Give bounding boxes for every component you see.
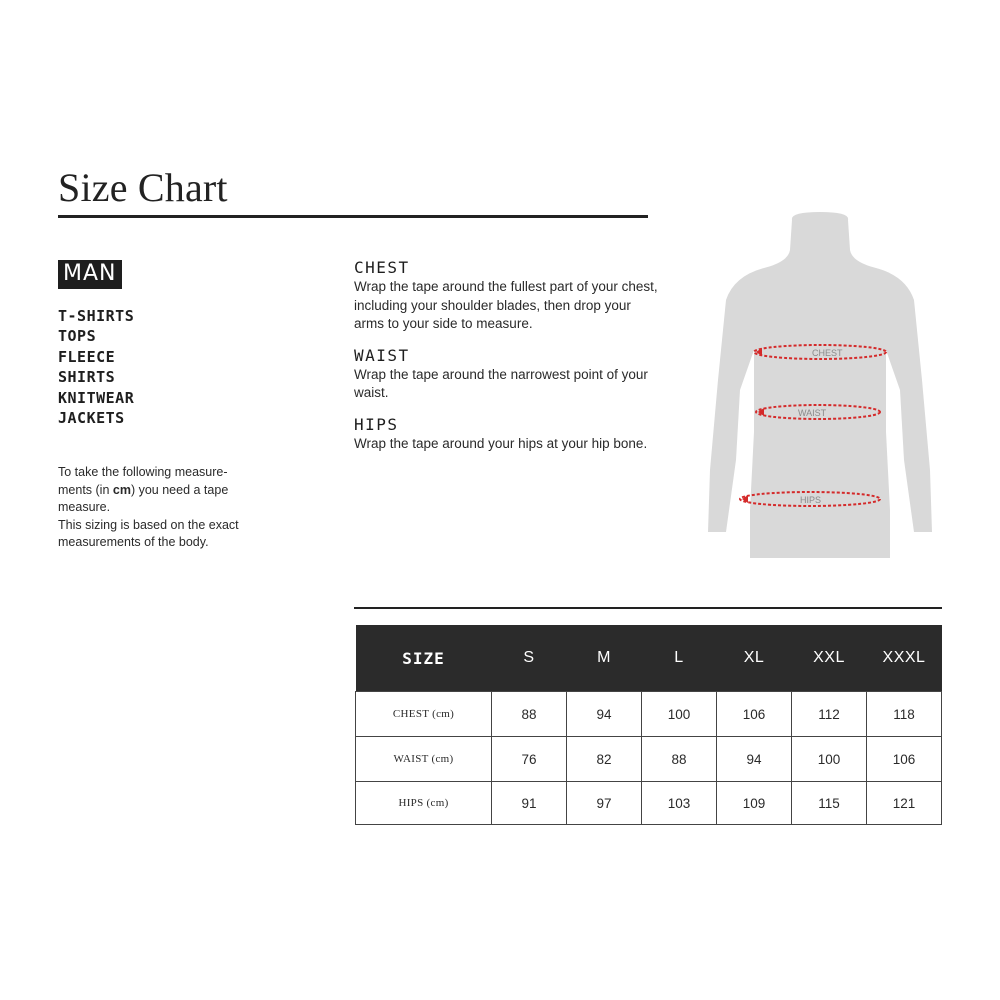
category-item: T-SHIRTS — [58, 307, 135, 325]
intro-line — [58, 482, 268, 500]
measurement-intro — [58, 464, 268, 552]
table-cell: 121 — [867, 782, 942, 825]
row-label: HIPS (cm) — [356, 782, 492, 825]
waist-tape-label: WAIST — [798, 408, 827, 418]
table-cell: 94 — [717, 737, 792, 782]
size-table — [355, 625, 942, 825]
table-header-cell: L — [642, 625, 717, 692]
intro-unit: cm — [112, 482, 131, 497]
table-cell: 106 — [717, 692, 792, 737]
guide-heading: HIPS — [354, 414, 399, 434]
table-cell: 91 — [492, 782, 567, 825]
table-row — [356, 737, 942, 782]
table-cell: 88 — [492, 692, 567, 737]
table-header-cell: SIZE — [356, 625, 492, 692]
body-figure — [700, 210, 940, 570]
table-cell: 97 — [567, 782, 642, 825]
table-header-cell: M — [567, 625, 642, 692]
table-cell: 100 — [642, 692, 717, 737]
table-cell: 109 — [717, 782, 792, 825]
table-cell: 76 — [492, 737, 567, 782]
table-cell: 115 — [792, 782, 867, 825]
table-cell: 118 — [867, 692, 942, 737]
category-item: TOPS — [58, 327, 97, 346]
intro-line: measure. — [58, 500, 111, 514]
table-header-cell: S — [492, 625, 567, 692]
section-badge: MAN — [58, 260, 122, 289]
guide-chest — [354, 258, 664, 334]
table-header-cell: XXL — [792, 625, 867, 692]
measurement-guide — [354, 258, 664, 465]
table-cell: 88 — [642, 737, 717, 782]
hips-tape-label: HIPS — [800, 495, 822, 505]
category-item: SHIRTS — [58, 368, 116, 387]
guide-text: Wrap the tape around the narrowest point of your waist. — [354, 366, 648, 400]
intro-text: ) you need a tape — [130, 482, 229, 497]
table-cell: 82 — [567, 737, 642, 782]
category-item: KNITWEAR — [58, 388, 135, 407]
intro-line: This sizing is based on the exact measurements of the body. — [58, 517, 239, 549]
table-divider — [354, 607, 942, 609]
table-cell: 112 — [792, 692, 867, 737]
table-cell: 103 — [642, 782, 717, 825]
table-cell: 106 — [867, 737, 942, 782]
guide-heading: WAIST — [354, 345, 410, 365]
title-divider — [58, 215, 648, 218]
chest-tape-label: CHEST — [812, 348, 843, 358]
table-row — [356, 692, 942, 737]
guide-waist — [354, 346, 664, 403]
table-header-cell: XXXL — [867, 625, 942, 692]
row-label: CHEST (cm) — [356, 692, 492, 737]
intro-text: ments (in — [58, 482, 113, 497]
guide-text: Wrap the tape around the fullest part of your chest, including your shoulder blades, then drop your arms to your side to measure. — [354, 279, 658, 331]
category-item: FLEECE — [58, 347, 116, 366]
row-label: WAIST (cm) — [356, 737, 492, 782]
table-header-row — [356, 625, 942, 692]
guide-heading: CHEST — [354, 258, 410, 277]
guide-hips — [354, 415, 664, 454]
intro-line: To take the following measure- — [58, 465, 228, 479]
page-title: Size Chart — [58, 165, 228, 210]
table-cell: 94 — [567, 692, 642, 737]
category-item: JACKETS — [58, 409, 125, 428]
table-row — [356, 782, 942, 825]
table-header-cell: XL — [717, 625, 792, 692]
guide-text: Wrap the tape around your hips at your hip bone. — [354, 435, 648, 451]
category-list — [58, 306, 134, 428]
table-cell: 100 — [792, 737, 867, 782]
